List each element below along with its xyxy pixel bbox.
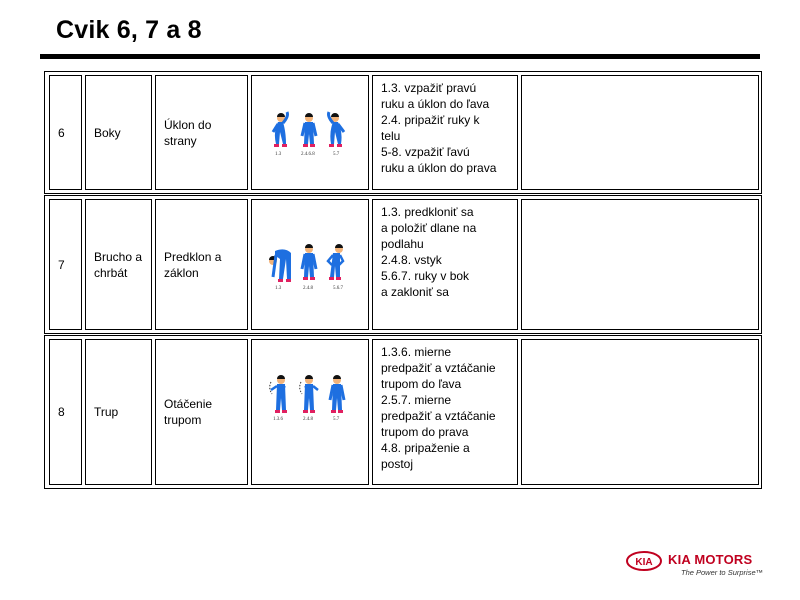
exercise-figure bbox=[251, 199, 369, 330]
exercise-name: Úklon do strany bbox=[155, 75, 248, 190]
figure-label: 5.7 bbox=[333, 151, 340, 157]
description-line: 1.3.6. mierne bbox=[381, 345, 452, 359]
figure-label: 2.4.8 bbox=[303, 285, 313, 291]
figure-bend-right bbox=[329, 112, 345, 147]
description-line: predpažiť a vztáčanie bbox=[381, 361, 496, 375]
exercise-body-part: Trup bbox=[85, 339, 152, 485]
description-line: trupom do prava bbox=[381, 425, 469, 439]
description-line: ruku a úklon do prava bbox=[381, 161, 497, 175]
description-line: 1.3. vzpažiť pravú bbox=[381, 81, 477, 95]
slide-title: Cvik 6, 7 a 8 bbox=[56, 16, 202, 44]
description-line: 4.8. pripaženie a bbox=[381, 441, 470, 455]
exercise-name: Otáčenie trupom bbox=[155, 339, 248, 485]
description-line: 2.4. pripažiť ruky k bbox=[381, 113, 480, 127]
trunk-rotation-illustration bbox=[265, 370, 355, 424]
figure-back-bend bbox=[328, 244, 343, 280]
description-line: 5.6.7. ruky v bok bbox=[381, 269, 470, 283]
figure-rotate-right bbox=[300, 375, 318, 413]
exercise-body-part: Boky bbox=[85, 75, 152, 190]
figure-label: 1.3 bbox=[275, 285, 282, 291]
title-divider bbox=[40, 54, 760, 59]
exercise-number: 8 bbox=[49, 339, 82, 485]
side-bend-illustration bbox=[265, 108, 355, 158]
exercise-figure bbox=[251, 339, 369, 485]
description-line: postoj bbox=[381, 457, 414, 471]
description-line: 1.3. predkloniť sa bbox=[381, 205, 474, 219]
description-line: a položiť dlane na bbox=[381, 221, 477, 235]
figure-label: 5.7 bbox=[333, 417, 340, 422]
description-line: 2.4.8. vstyk bbox=[381, 253, 442, 267]
kia-logo-text: KIA bbox=[635, 557, 653, 568]
exercise-number: 6 bbox=[49, 75, 82, 190]
kia-oval-icon bbox=[626, 551, 662, 571]
figure-label: 1.3.6 bbox=[273, 417, 283, 422]
brand-tagline: The Power to Surprise™ bbox=[681, 568, 764, 577]
figure-standing bbox=[302, 113, 316, 147]
figure-standing bbox=[330, 375, 344, 413]
exercise-notes bbox=[521, 339, 759, 485]
figure-standing bbox=[302, 244, 316, 280]
figure-forward-bend bbox=[269, 249, 291, 282]
figure-label: 2.4.8 bbox=[303, 417, 313, 422]
forward-bend-illustration bbox=[265, 239, 355, 291]
description-line: 2.5.7. mierne bbox=[381, 393, 452, 407]
description-line: telu bbox=[381, 129, 401, 143]
figure-label: 1.3 bbox=[275, 151, 282, 157]
description-line: ruku a úklon do ľava bbox=[381, 97, 490, 111]
description-line: predpažiť a vztáčanie bbox=[381, 409, 496, 423]
exercise-notes bbox=[521, 199, 759, 330]
figure-rotate-left bbox=[270, 375, 287, 413]
exercise-name: Predklon a záklon bbox=[155, 199, 248, 330]
exercise-row-8 bbox=[44, 335, 762, 489]
description-line: podlahu bbox=[381, 237, 424, 251]
description-line: 5-8. vzpažiť ľavú bbox=[381, 145, 470, 159]
kia-motors-logo bbox=[626, 549, 764, 579]
description-line: a zakloniť sa bbox=[381, 285, 449, 299]
exercise-body-part: Brucho a chrbát bbox=[85, 199, 152, 330]
figure-bend-left bbox=[273, 112, 288, 147]
exercise-description bbox=[372, 339, 518, 485]
exercise-row-6 bbox=[44, 71, 762, 194]
exercise-row-7 bbox=[44, 195, 762, 334]
description-line: trupom do ľava bbox=[381, 377, 462, 391]
exercise-table bbox=[44, 71, 762, 489]
exercise-notes bbox=[521, 75, 759, 190]
exercise-number: 7 bbox=[49, 199, 82, 330]
exercise-figure bbox=[251, 75, 369, 190]
exercise-description bbox=[372, 199, 518, 330]
exercise-description bbox=[372, 75, 518, 190]
figure-label: 5.6.7 bbox=[333, 285, 343, 291]
brand-name: KIA MOTORS bbox=[668, 552, 753, 567]
figure-label: 2.4.6.8 bbox=[301, 151, 315, 157]
